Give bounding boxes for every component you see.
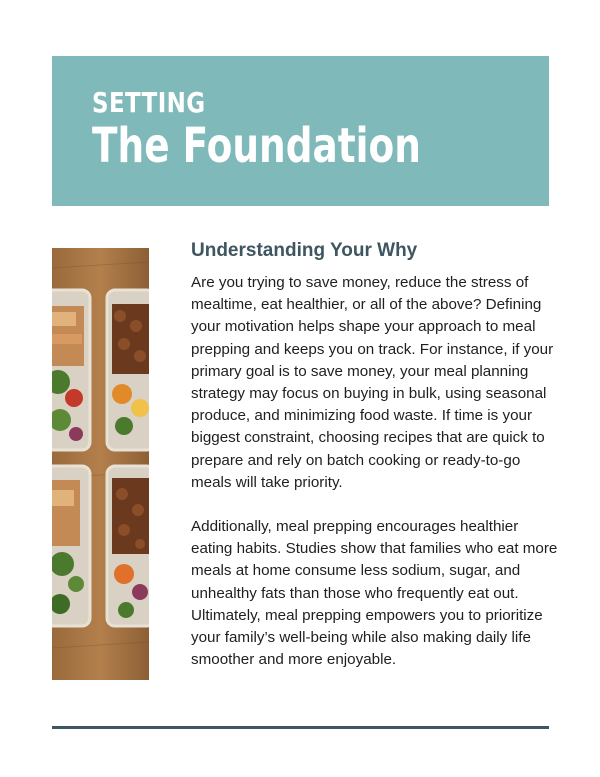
header-kicker: SETTING [92, 86, 206, 119]
page-title: The Foundation [92, 118, 421, 174]
section-heading: Understanding Your Why [191, 240, 418, 261]
footer-divider [52, 726, 549, 729]
meal-prep-photo [52, 248, 149, 680]
body-paragraph: Additionally, meal prepping encourages healthier eating habits. Studies show that families who eat more meals at home consume less sodium, sugar, and unhealthy fats than those who frequently eat out. Ultimately, meal prepping empowers you to prioritize your family’s well-being while also making daily life smoother and more enjoyable. [191, 518, 558, 669]
header-banner [52, 56, 549, 206]
main-content [191, 240, 561, 693]
body-paragraph: Are you trying to save money, reduce the stress of mealtime, eat healthier, or all of the above? Defining your motivation helps shape your approach to meal prepping and keeps you on track. For instance, if your primary goal is to save money, your meal planning strategy may focus on buying in bulk, using seasonal produce, and minimizing food waste. If time is your biggest constraint, choosing recipes that are quick to prepare and rely on batch cooking or ready-to-go meals will take priority. [191, 274, 554, 491]
